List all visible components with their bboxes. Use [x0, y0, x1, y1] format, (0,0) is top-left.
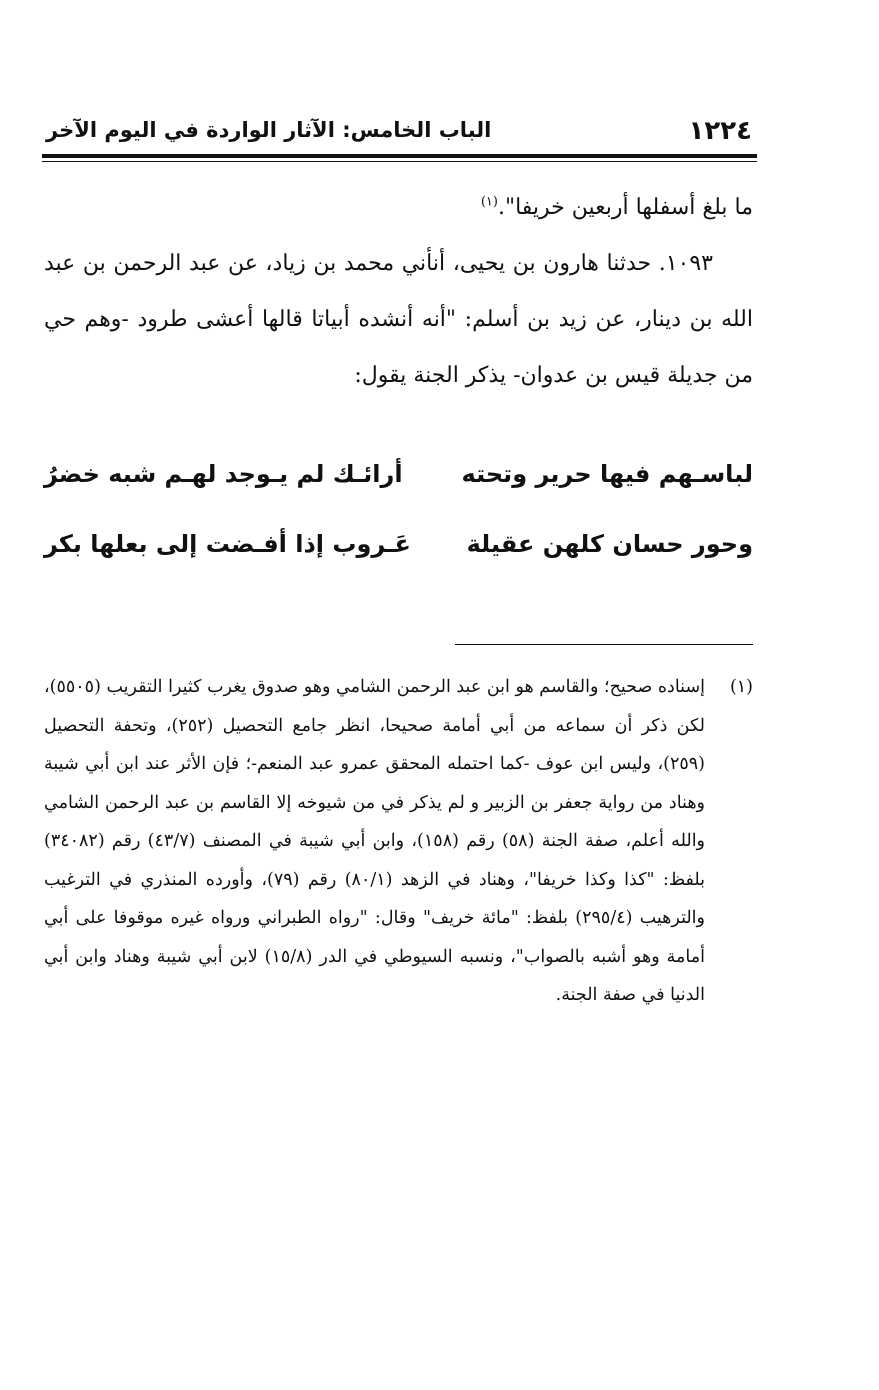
header-rule-thick — [42, 154, 757, 158]
footnote-text: إسناده صحيح؛ والقاسم هو ابن عبد الرحمن الشامي وهو صدوق يغرب كثيرا التقريب (٥٥٠٥)، لكن ذكر أن سماعه من أبي أمامة صحيحا، انظر جامع التحصيل (٢٥٢)، وتحفة التحصيل (٢٥٩)، وليس ابن عوف -كما احتمله المحقق عمرو عبد المنعم-؛ فإن الأثر عند ابن أبي شيبة وهناد من رواية جعفر بن الزبير و لم يذكر في من شيوخه إلا القاسم بن عبد الرحمن الشامي والله أعلم، صفة الجنة (٥٨) رقم (١٥٨)، وابن أبي شيبة في المصنف (٤٣/٧) رقم (٣٤٠٨٢) بلفظ: "كذا وكذا خريفا"، وهناد في الزهد (٨٠/١) رقم (٧٩)، وأورده المنذري في الترغيب والترهيب (٢٩٥/٤) بلفظ: "مائة خريف" وقال: "رواه الطبراني ورواه غيره موقوفا على أبي أمامة وهو أشبه بالصواب"، ونسبه السيوطي في الدر (١٥/٨) لابن أبي شيبة وهناد وابن أبي الدنيا في صفة الجنة. — [44, 677, 706, 1005]
header-rule-thin — [42, 161, 757, 162]
poem-first-hemistich: وحور حسان كلهن عقيلة — [466, 530, 753, 558]
chapter-title: الباب الخامس: الآثار الواردة في اليوم الآخر — [46, 118, 492, 142]
poem-second-hemistich: أرائـك لم يـوجد لهـم شبه خضرُ — [44, 460, 403, 488]
hadith-paragraph: ١٠٩٣. حدثنا هارون بن يحيى، أنأني محمد بن زياد، عن عبد الرحمن بن عبد الله بن دينار، عن زيد بن أسلم: "أنه أنشده أبياتا قالها أعشى طرود -وهم حي من جديلة قيس بن عدوان- يذكر الجنة يقول: — [44, 251, 753, 388]
main-text — [44, 180, 753, 404]
poem-verse — [44, 522, 753, 592]
footnote-separator — [455, 644, 753, 645]
continuation-line — [44, 180, 753, 236]
page-number: ١٢٢٤ — [688, 116, 752, 146]
footnote-reference: (١) — [480, 194, 498, 210]
poem — [44, 452, 753, 592]
poem-verse — [44, 452, 753, 522]
poem-second-hemistich: عَـروب إذا أفـضت إلى بعلها بكر — [44, 530, 411, 558]
footnotes — [44, 668, 753, 1015]
footnote — [44, 668, 753, 1015]
footnote-marker: (١) — [729, 677, 753, 697]
continuation-text: ما بلغ أسفلها أربعين خريفا". — [497, 195, 753, 220]
page-header — [46, 114, 752, 154]
poem-first-hemistich: لباسـهم فيها حرير وتحته — [461, 460, 753, 488]
